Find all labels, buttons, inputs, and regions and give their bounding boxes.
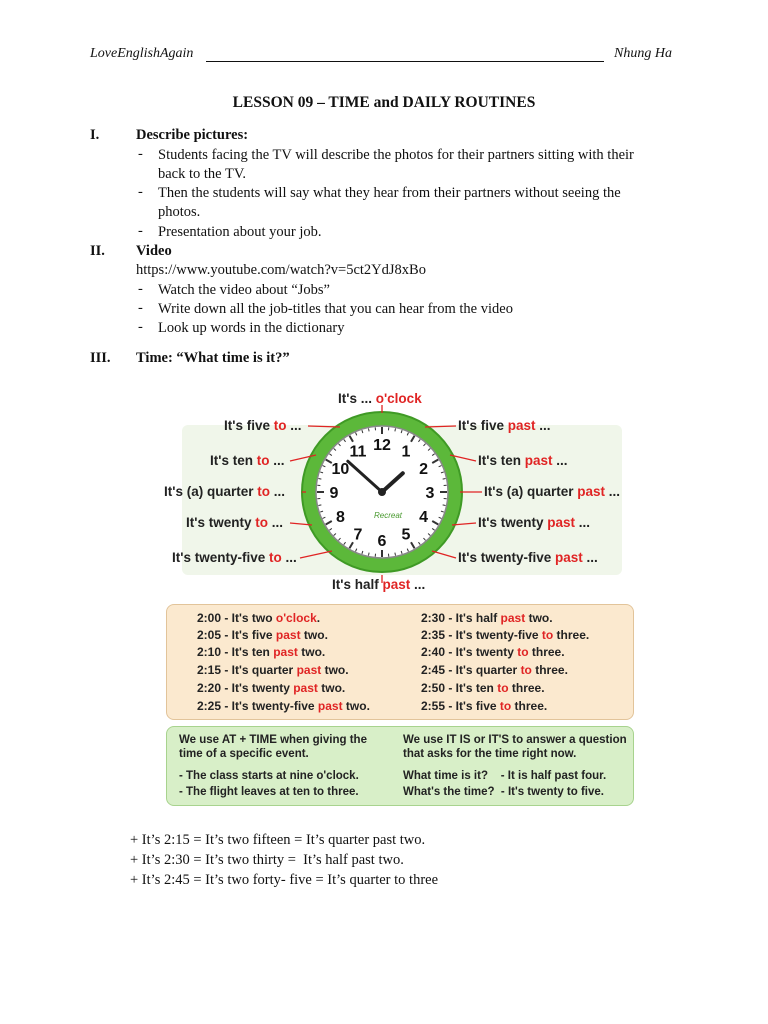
- label-twenty-five-past: It's twenty-five past ...: [458, 550, 598, 565]
- page-header: [90, 46, 672, 68]
- usage-example-right: What's the time? - It's twenty to five.: [403, 786, 604, 798]
- clock-number: 6: [377, 533, 387, 550]
- label-oclock: It's ... o'clock: [338, 391, 422, 406]
- bullet-dash: -: [138, 319, 143, 335]
- time-examples-box: [166, 604, 634, 720]
- video-link[interactable]: https://www.youtube.com/watch?v=5ct2YdJ8xBo: [136, 262, 426, 278]
- bullet-dash: -: [138, 300, 143, 316]
- clock-number: 3: [425, 485, 435, 502]
- time-row: 2:45 - It's quarter to three.: [421, 663, 568, 677]
- label-half-past: It's half past ...: [332, 577, 426, 592]
- time-row: 2:00 - It's two o'clock.: [197, 611, 321, 625]
- clock-number: 4: [419, 509, 429, 526]
- section-1-item: Then the students will say what they hear from their partners without seeing the photos.: [158, 185, 621, 220]
- equation-line: + It’s 2:15 = It’s two fifteen = It’s quarter past two.: [130, 832, 426, 848]
- equation-line: + It’s 2:30 = It’s two thirty = It’s half past two.: [130, 852, 404, 868]
- clock-tick: [443, 478, 446, 479]
- header-author: Nhung Ha: [614, 46, 672, 61]
- time-row: 2:55 - It's five to three.: [421, 699, 548, 713]
- equation-line: + It’s 2:45 = It’s two forty- five = It’s quarter to three: [130, 872, 439, 888]
- time-row: 2:35 - It's twenty-five to three.: [421, 628, 590, 642]
- clock-tick: [318, 478, 321, 479]
- pointer-line: [425, 426, 456, 427]
- section-1-item: Presentation about your job.: [158, 224, 322, 240]
- clock-tick: [368, 428, 369, 431]
- section-2-item: Watch the video about “Jobs”: [158, 282, 330, 298]
- usage-rule-right: that asks for the time right now.: [403, 748, 577, 760]
- usage-example-left: - The flight leaves at ten to three.: [179, 786, 359, 798]
- section-2-title: Video: [136, 243, 172, 259]
- bullet-dash: -: [138, 281, 143, 297]
- clock-tick: [443, 505, 446, 506]
- clock-tick: [368, 553, 369, 556]
- section-2-item: Look up words in the dictionary: [158, 320, 345, 336]
- clock-number: 12: [373, 437, 391, 454]
- clock-center-label: Recreat: [373, 511, 403, 520]
- section-2-item: Write down all the job-titles that you can hear from the video: [158, 301, 513, 317]
- clock-tick: [395, 428, 396, 431]
- clock-number: 9: [329, 485, 339, 502]
- header-rule: [206, 61, 604, 62]
- section-3-title: Time: “What time is it?”: [136, 350, 290, 366]
- clock-number: 8: [335, 509, 345, 526]
- clock-center-pin: [378, 488, 386, 496]
- clock-number: 7: [353, 526, 363, 544]
- label-five-past: It's five past ...: [458, 418, 551, 433]
- clock-number: 11: [349, 443, 367, 461]
- clock-number: 5: [401, 526, 411, 544]
- section-1-item: Students facing the TV will describe the photos for their partners sitting with their back to the TV.: [158, 147, 634, 182]
- label-ten-past: It's ten past ...: [478, 453, 568, 468]
- time-row: 2:20 - It's twenty past two.: [197, 681, 346, 695]
- bullet-dash: -: [138, 184, 143, 200]
- time-row: 2:50 - It's ten to three.: [421, 681, 545, 695]
- time-row: 2:05 - It's five past two.: [197, 628, 328, 642]
- label-quarter-to: It's (a) quarter to ...: [164, 484, 285, 499]
- usage-rule-left: We use AT + TIME when giving the: [179, 734, 367, 746]
- label-five-to: It's five to ...: [224, 418, 302, 433]
- section-1-title: Describe pictures:: [136, 127, 249, 143]
- label-quarter-past: It's (a) quarter past ...: [484, 484, 621, 499]
- clock-figure: [160, 385, 636, 605]
- usage-rule-left: time of a specific event.: [179, 748, 309, 760]
- section-1-number: I.: [90, 127, 100, 143]
- label-twenty-past: It's twenty past ...: [478, 515, 591, 530]
- usage-box: [166, 726, 634, 806]
- time-row: 2:15 - It's quarter past two.: [197, 663, 349, 677]
- clock-number: 1: [401, 443, 411, 461]
- bullet-dash: -: [138, 223, 143, 239]
- bullet-dash: -: [138, 146, 143, 162]
- time-row: 2:40 - It's twenty to three.: [421, 645, 565, 659]
- clock-number: 10: [331, 461, 350, 478]
- usage-example-right: What time is it? - It is half past four.: [403, 770, 607, 782]
- clock-tick: [395, 553, 396, 556]
- pointer-line: [432, 551, 456, 558]
- pointer-line: [300, 551, 332, 558]
- label-twenty-five-to: It's twenty-five to ...: [172, 550, 297, 565]
- time-row: 2:25 - It's twenty-five past two.: [197, 699, 370, 713]
- page-title: LESSON 09 – TIME and DAILY ROUTINES: [232, 94, 536, 111]
- time-row: 2:30 - It's half past two.: [421, 611, 553, 625]
- usage-example-left: - The class starts at nine o'clock.: [179, 770, 359, 782]
- clock-tick: [318, 505, 321, 506]
- section-3-number: III.: [90, 350, 111, 366]
- clock-number: 2: [419, 461, 429, 478]
- time-row: 2:10 - It's ten past two.: [197, 645, 326, 659]
- section-2-number: II.: [90, 243, 105, 259]
- usage-rule-right: We use IT IS or IT'S to answer a question: [403, 734, 627, 746]
- header-brand: LoveEnglishAgain: [90, 46, 194, 61]
- label-ten-to: It's ten to ...: [210, 453, 285, 468]
- label-twenty-to: It's twenty to ...: [186, 515, 283, 530]
